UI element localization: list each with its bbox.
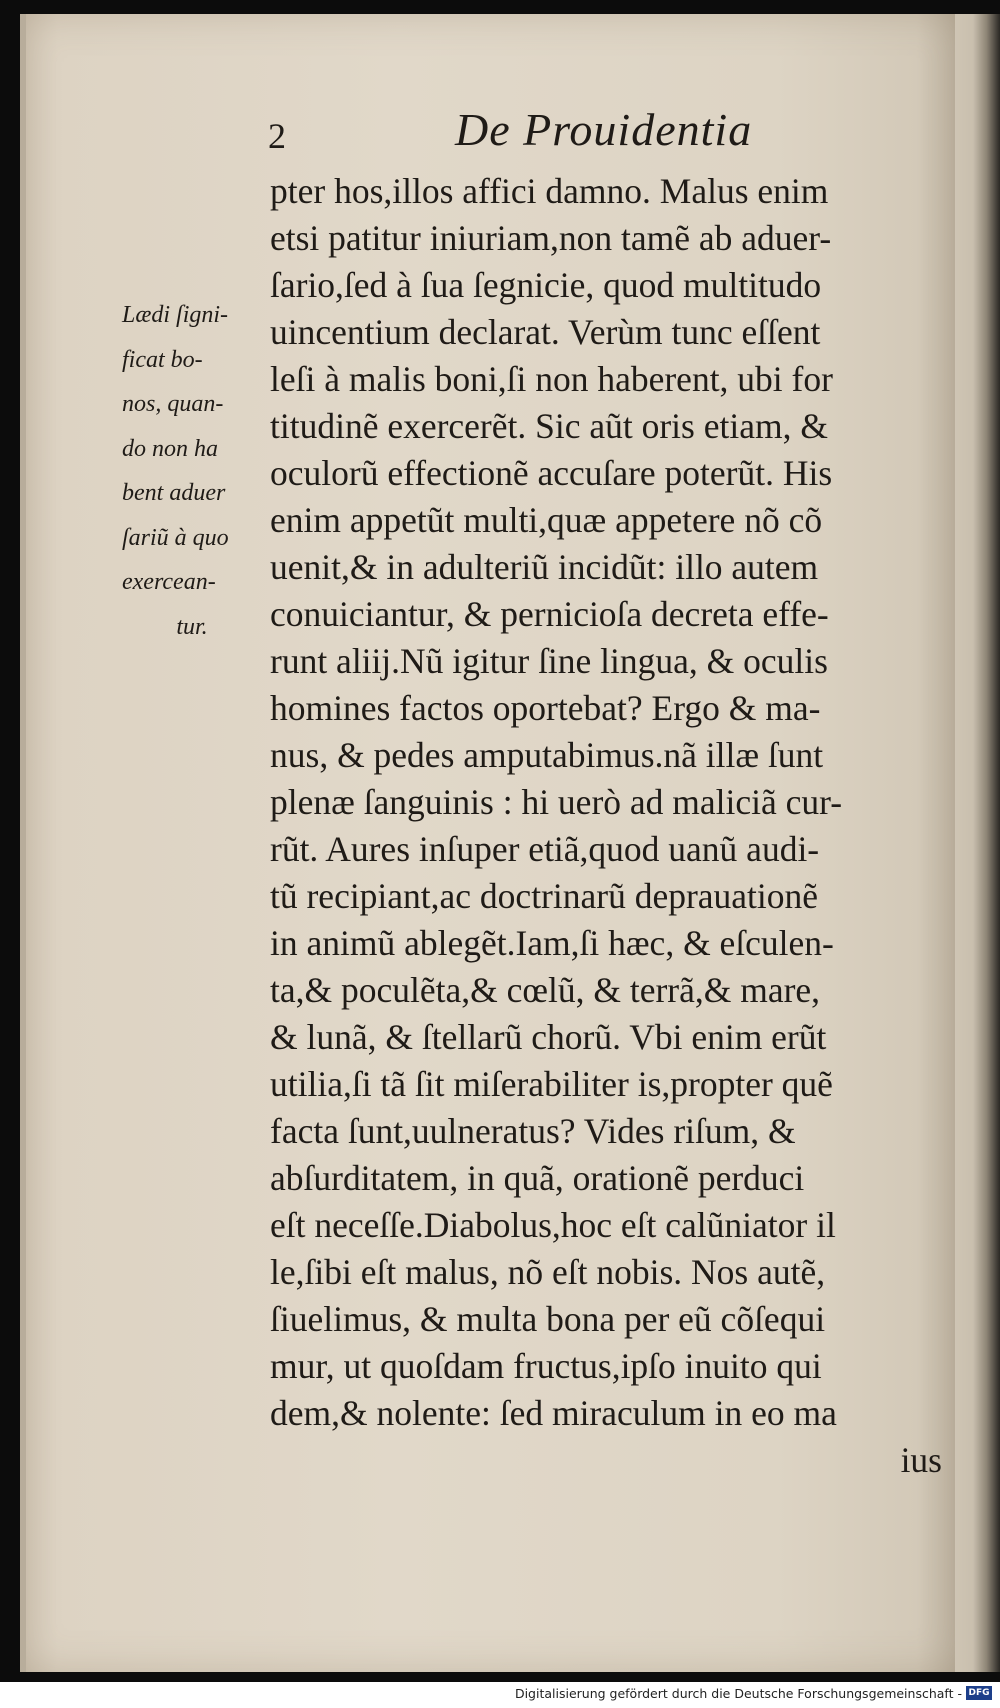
margin-note-line: ſariũ à quo bbox=[122, 524, 229, 551]
text-line: rũt. Aures inſuper etiã,quod uanũ audi- bbox=[270, 829, 820, 869]
footer-bar bbox=[0, 1682, 1000, 1708]
text-line: plenæ ſanguinis : hi uerò ad maliciã cur- bbox=[270, 782, 843, 822]
page-number: 2 bbox=[268, 116, 286, 156]
text-line: leſi à malis boni,ſi non haberent, ubi for bbox=[270, 359, 833, 399]
text-line: etsi patitur iniuriam,non tamẽ ab aduer- bbox=[270, 218, 832, 258]
text-line: abſurditatem, in quã, orationẽ perduci bbox=[270, 1158, 805, 1198]
text-line: tũ recipiant,ac doctrinarũ deprauationẽ bbox=[270, 876, 819, 916]
margin-note-line: exercean- bbox=[122, 569, 216, 595]
text-line: uenit,& in adulteriũ incidũt: illo autem bbox=[270, 547, 819, 587]
text-line: ſario,ſed à ſua ſegnicie, quod multitudo bbox=[270, 265, 822, 305]
margin-note-line: Lædi ſigni- bbox=[122, 302, 229, 328]
text-line: nus, & pedes amputabimus.nã illæ ſunt bbox=[270, 735, 824, 775]
text-line: homines factos oportebat? Ergo & ma- bbox=[270, 688, 821, 728]
catchword: ius bbox=[900, 1440, 942, 1480]
text-line: conuiciantur, & pernicioſa decreta effe- bbox=[270, 594, 829, 634]
running-head: De Prouidentia bbox=[455, 104, 753, 155]
text-line: enim appetũt multi,quæ appetere nõ cõ bbox=[270, 500, 823, 540]
text-line: facta ſunt,uulneratus? Vides riſum, & bbox=[270, 1111, 796, 1151]
margin-note-line: bent aduer bbox=[122, 480, 226, 506]
marginal-note bbox=[122, 293, 262, 649]
text-line: in animũ ablegẽt.Iam,ſi hæc, & eſculen- bbox=[270, 923, 834, 963]
text-line: ſiuelimus, & multa bona per eũ cõſequi bbox=[270, 1299, 826, 1339]
text-line: mur, ut quoſdam fructus,ipſo inuito qui bbox=[270, 1346, 822, 1386]
margin-note-line: do non ha bbox=[122, 435, 218, 462]
margin-note-line: ficat bo- bbox=[122, 346, 203, 373]
text-line: le,ſibi eſt malus, nõ eſt nobis. Nos autẽ, bbox=[270, 1252, 826, 1292]
margin-note-line: tur. bbox=[176, 613, 208, 640]
funding-notice: Digitalisierung gefördert durch die Deutsche Forschungsgemeinschaft - bbox=[514, 1686, 962, 1701]
text-line: pter hos,illos affici damno. Malus enim bbox=[270, 171, 829, 211]
dfg-logo-icon: DFG bbox=[966, 1686, 992, 1700]
text-line: eſt neceſſe.Diabolus,hoc eſt calũniator il bbox=[270, 1205, 836, 1245]
text-line: utilia,ſi tã ſit miſerabiliter is,propter quẽ bbox=[270, 1064, 833, 1104]
body-text bbox=[270, 168, 950, 1484]
text-line: & lunã, & ſtellarũ chorũ. Vbi enim erũt bbox=[270, 1017, 827, 1057]
text-line: titudinẽ exercerẽt. Sic aũt oris etiam, & bbox=[270, 406, 828, 446]
text-line: dem,& nolente: ſed miraculum in eo ma bbox=[270, 1393, 837, 1433]
text-line: oculorũ effectionẽ accuſare poterũt. His bbox=[270, 453, 833, 493]
margin-note-line: nos, quan- bbox=[122, 391, 224, 417]
text-line: uincentium declarat. Verùm tunc eſſent bbox=[270, 312, 821, 352]
text-line: runt aliĳ.Nũ igitur ſine lingua, & oculis bbox=[270, 641, 828, 681]
text-line: ta,& poculẽta,& cœlũ, & terrã,& mare, bbox=[270, 970, 821, 1010]
